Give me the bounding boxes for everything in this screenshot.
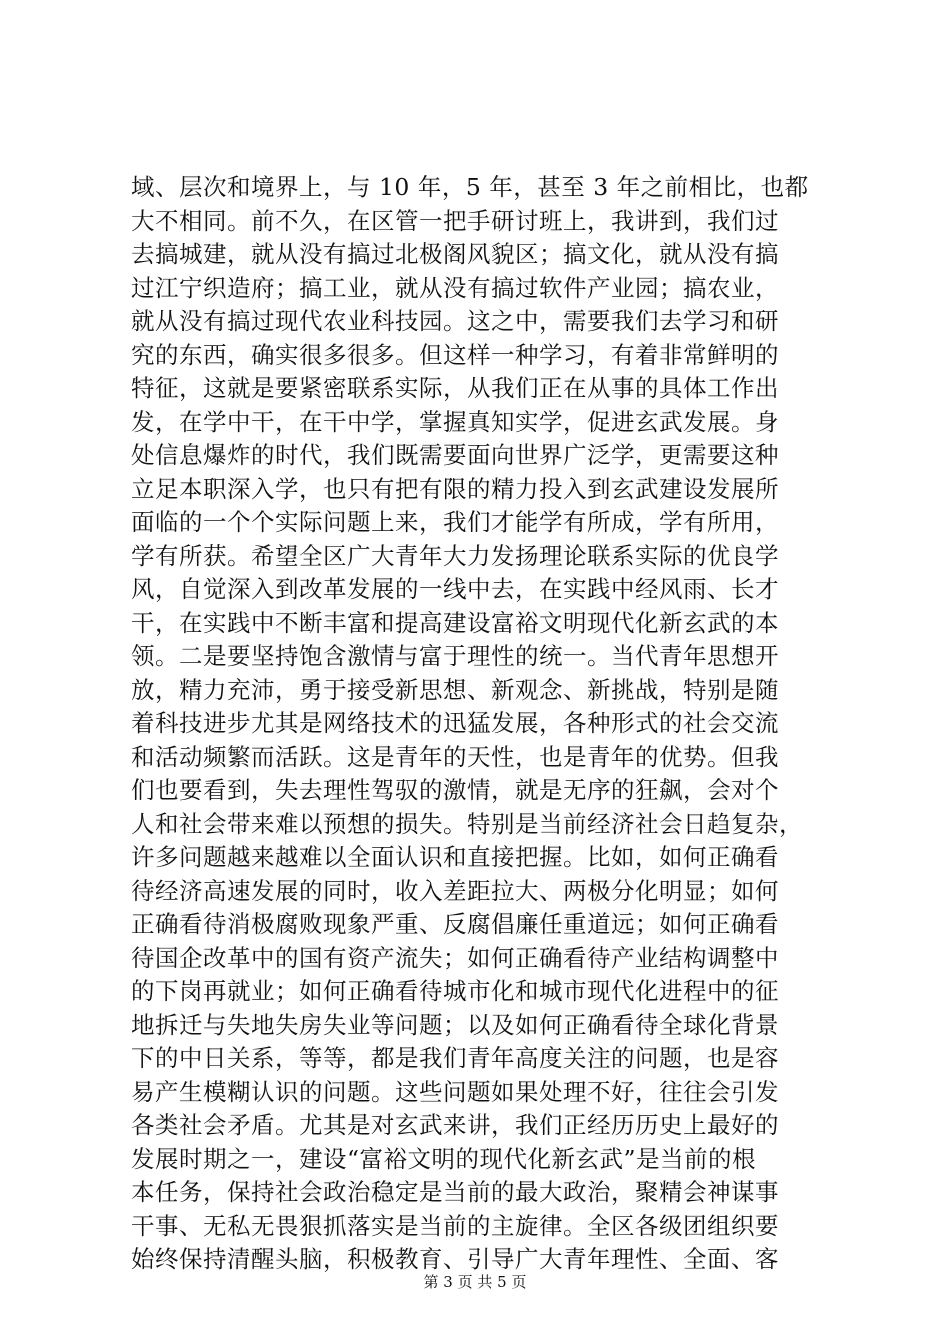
text-line: 干事、无私无畏狠抓落实是当前的主旋律。全区各级团组织要 — [131, 1211, 779, 1240]
text-line: 特征，这就是要紧密联系实际，从我们正在从事的具体工作出 — [131, 374, 779, 402]
text-line: 域、层次和境界上，与 10 年，5 年，甚至 3 年之前相比，也都 — [131, 173, 809, 201]
text-line: 学有所获。希望全区广大青年大力发扬理论联系实际的优良学 — [131, 541, 779, 570]
text-line: 正确看待消极腐败现象严重、反腐倡廉任重道远；如何正确看 — [131, 910, 779, 938]
text-line: 始终保持清醒头脑，积极教育、引导广大青年理性、全面、客 — [131, 1245, 779, 1273]
text-line: 待国企改革中的国有资产流失；如何正确看待产业结构调整中 — [131, 943, 779, 972]
text-line: 各类社会矛盾。尤其是对玄武来讲，我们正经历历史上最好的 — [131, 1111, 779, 1139]
text-line: 待经济高速发展的同时，收入差距拉大、两极分化明显；如何 — [131, 876, 779, 905]
text-line: 下的中日关系，等等，都是我们青年高度关注的问题，也是容 — [131, 1044, 779, 1072]
text-line: 许多问题越来越难以全面认识和直接把握。比如，如何正确看 — [131, 843, 779, 871]
text-line: 本任务，保持社会政治稳定是当前的最大政治，聚精会神谋事 — [131, 1178, 779, 1206]
text-line: 人和社会带来难以预想的损失。特别是当前经济社会日趋复杂， — [131, 809, 803, 838]
text-line: 过江宁织造府；搞工业，就从没有搞过软件产业园；搞农业， — [131, 273, 779, 302]
text-line: 去搞城建，就从没有搞过北极阁风貌区；搞文化，就从没有搞 — [131, 240, 779, 268]
text-line: 易产生模糊认识的问题。这些问题如果处理不好，往往会引发 — [131, 1077, 779, 1106]
text-line: 放，精力充沛，勇于接受新思想、新观念、新挑战，特别是随 — [131, 675, 779, 704]
text-line: 就从没有搞过现代农业科技园。这之中，需要我们去学习和研 — [131, 307, 779, 335]
body-text — [131, 171, 831, 1277]
text-line: 面临的一个个实际问题上来，我们才能学有所成，学有所用， — [131, 508, 779, 536]
text-line: 风，自觉深入到改革发展的一线中去，在实践中经风雨、长才 — [131, 575, 779, 603]
text-line: 领。二是要坚持饱含激情与富于理性的统一。当代青年思想开 — [131, 642, 779, 670]
text-line: 究的东西，确实很多很多。但这样一种学习，有着非常鲜明的 — [131, 340, 779, 369]
text-line: 着科技进步尤其是网络技术的迅猛发展，各种形式的社会交流 — [131, 709, 779, 737]
text-line: 们也要看到，失去理性驾驭的激情，就是无序的狂飙，会对个 — [131, 776, 779, 804]
text-line: 地拆迁与失地失房失业等问题；以及如何正确看待全球化背景 — [131, 1010, 779, 1039]
text-line: 和活动频繁而活跃。这是青年的天性，也是青年的优势。但我 — [131, 742, 779, 771]
text-line: 发展时期之一，建设“富裕文明的现代化新玄武”是当前的根 — [131, 1144, 757, 1173]
text-line: 的下岗再就业；如何正确看待城市化和城市现代化进程中的征 — [131, 977, 779, 1005]
page-footer: 第 3 页 共 5 页 — [423, 1273, 527, 1291]
text-line: 处信息爆炸的时代，我们既需要面向世界广泛学，更需要这种 — [131, 441, 779, 469]
text-line: 发，在学中干，在干中学，掌握真知实学，促进玄武发展。身 — [131, 407, 779, 436]
text-line: 大不相同。前不久，在区管一把手研讨班上，我讲到，我们过 — [131, 206, 779, 235]
text-line: 立足本职深入学，也只有把有限的精力投入到玄武建设发展所 — [131, 474, 779, 503]
text-line: 干，在实践中不断丰富和提高建设富裕文明现代化新玄武的本 — [131, 608, 779, 637]
